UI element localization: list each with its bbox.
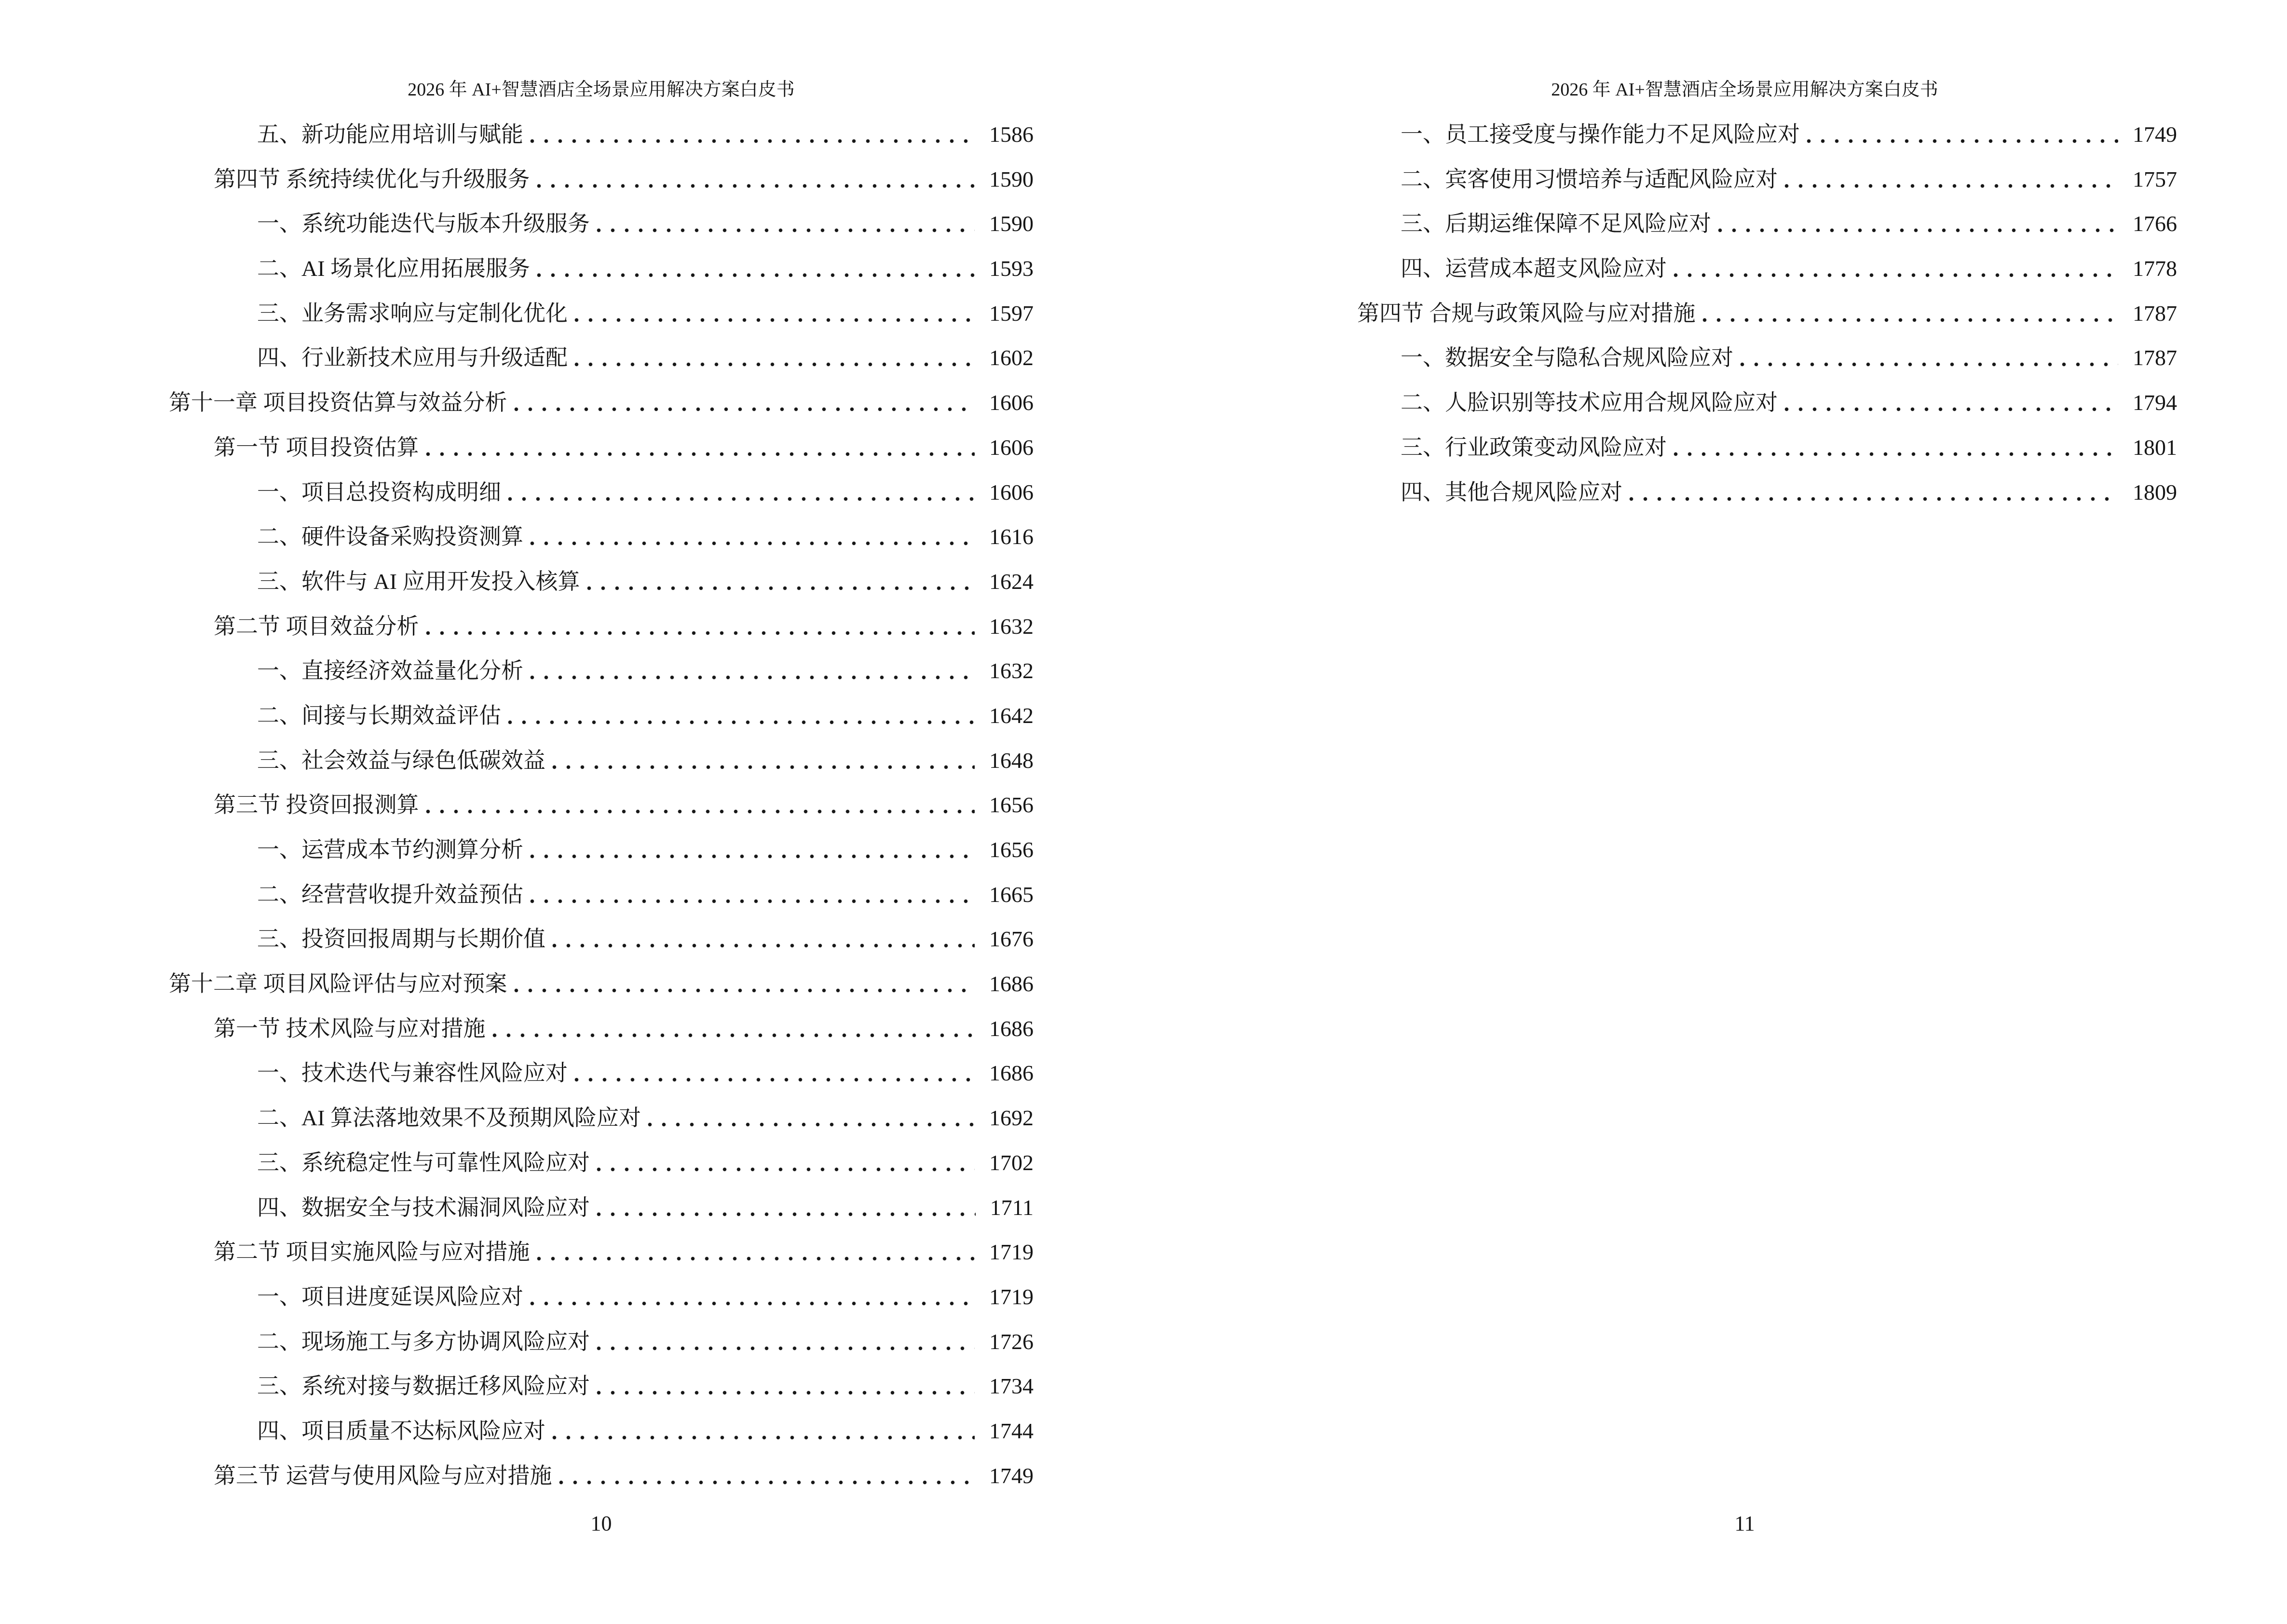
toc-entry-title: 第四节 合规与政策风险与应对措施 bbox=[1357, 300, 1696, 326]
toc-entry-title: 四、项目质量不达标风险应对 bbox=[257, 1418, 545, 1443]
toc-entry-title: 三、行业政策变动风险应对 bbox=[1401, 435, 1667, 460]
toc-dot-leader bbox=[508, 694, 975, 738]
toc-entry-title: 二、硬件设备采购投资测算 bbox=[257, 524, 523, 549]
toc-entry bbox=[169, 1275, 1034, 1320]
toc-entry bbox=[169, 157, 1034, 202]
toc-page-number: 1586 bbox=[989, 122, 1034, 147]
toc-entry bbox=[1312, 336, 2177, 381]
toc-entry-title: 三、系统对接与数据迁移风险应对 bbox=[257, 1374, 590, 1399]
toc-entry-title: 三、业务需求响应与定制化优化 bbox=[257, 300, 568, 326]
toc-page-number: 1656 bbox=[989, 792, 1034, 818]
toc-dot-leader bbox=[1807, 112, 2118, 157]
toc-entry-title: 一、直接经济效益量化分析 bbox=[257, 658, 523, 683]
toc-page-number: 1749 bbox=[989, 1463, 1034, 1488]
toc-entry-title: 四、运营成本超支风险应对 bbox=[1401, 256, 1667, 281]
toc-dot-leader bbox=[492, 1007, 975, 1051]
toc-page-number: 1692 bbox=[989, 1105, 1034, 1131]
toc-dot-leader bbox=[1674, 246, 2118, 291]
toc-entry-title: 三、系统稳定性与可靠性风险应对 bbox=[257, 1150, 590, 1175]
toc-page-number: 1744 bbox=[989, 1418, 1034, 1443]
toc-list bbox=[169, 112, 1034, 1498]
toc-dot-leader bbox=[426, 425, 975, 470]
toc-entry bbox=[169, 1096, 1034, 1141]
toc-dot-leader bbox=[552, 738, 975, 783]
toc-entry-title: 三、后期运维保障不足风险应对 bbox=[1401, 211, 1711, 236]
toc-page-number: 1686 bbox=[989, 1016, 1034, 1041]
toc-entry-title: 二、间接与长期效益评估 bbox=[257, 703, 501, 728]
toc-entry bbox=[169, 873, 1034, 917]
toc-page-number: 1606 bbox=[989, 435, 1034, 460]
page-header bbox=[1312, 68, 2177, 112]
toc-page-number: 1757 bbox=[2133, 166, 2177, 191]
toc-entry bbox=[169, 962, 1034, 1007]
toc-page-number: 1809 bbox=[2133, 479, 2177, 505]
toc-entry bbox=[169, 783, 1034, 828]
toc-page-number: 1801 bbox=[2133, 435, 2177, 460]
toc-entry bbox=[169, 1454, 1034, 1499]
toc-page-number: 1686 bbox=[989, 971, 1034, 996]
toc-entry-title: 三、软件与 AI 应用开发投入核算 bbox=[257, 569, 580, 594]
page-footer bbox=[1312, 1501, 2177, 1546]
page-number: 10 bbox=[590, 1512, 612, 1535]
toc-page-number: 1656 bbox=[989, 837, 1034, 862]
toc-page-number: 1719 bbox=[989, 1240, 1034, 1265]
toc-entry-title: 二、人脸识别等技术应用合规风险应对 bbox=[1401, 390, 1778, 415]
toc-dot-leader bbox=[514, 381, 975, 425]
toc-entry-title: 四、行业新技术应用与升级适配 bbox=[257, 345, 568, 370]
toc-dot-leader bbox=[1702, 291, 2119, 336]
toc-entry-title: 第三节 投资回报测算 bbox=[214, 792, 419, 818]
page-footer bbox=[169, 1501, 1034, 1546]
toc-entry bbox=[169, 1230, 1034, 1275]
toc-entry bbox=[169, 1007, 1034, 1051]
toc-dot-leader bbox=[426, 604, 975, 649]
toc-entry-title: 二、现场施工与多方协调风险应对 bbox=[257, 1329, 590, 1354]
toc-page-number: 1787 bbox=[2133, 300, 2177, 326]
toc-entry bbox=[169, 470, 1034, 515]
toc-entry bbox=[169, 425, 1034, 470]
toc-page-number: 1734 bbox=[989, 1374, 1034, 1399]
toc-dot-leader bbox=[597, 202, 975, 246]
toc-entry bbox=[1312, 381, 2177, 425]
toc-page-number: 1616 bbox=[989, 524, 1034, 549]
toc-entry-title: 四、其他合规风险应对 bbox=[1401, 479, 1622, 505]
toc-dot-leader bbox=[1740, 336, 2118, 381]
toc-dot-leader bbox=[552, 1409, 975, 1454]
toc-dot-leader bbox=[574, 1051, 975, 1096]
toc-dot-leader bbox=[537, 157, 975, 202]
toc-page-right bbox=[1144, 0, 2287, 1624]
toc-dot-leader bbox=[552, 917, 975, 962]
toc-page-number: 1719 bbox=[989, 1284, 1034, 1309]
toc-page-number: 1676 bbox=[989, 927, 1034, 952]
toc-dot-leader bbox=[530, 649, 975, 694]
toc-page-number: 1597 bbox=[989, 300, 1034, 326]
toc-entry-title: 二、AI 场景化应用拓展服务 bbox=[257, 256, 531, 281]
toc-entry bbox=[169, 112, 1034, 157]
toc-page-number: 1686 bbox=[989, 1061, 1034, 1086]
toc-entry bbox=[169, 694, 1034, 738]
toc-entry-title: 第三节 运营与使用风险与应对措施 bbox=[214, 1463, 552, 1488]
toc-page-number: 1711 bbox=[990, 1195, 1034, 1220]
toc-entry bbox=[169, 917, 1034, 962]
page-number: 11 bbox=[1734, 1512, 1755, 1535]
toc-dot-leader bbox=[1718, 202, 2118, 246]
toc-entry bbox=[169, 1320, 1034, 1365]
toc-entry-title: 四、数据安全与技术漏洞风险应对 bbox=[257, 1195, 590, 1220]
toc-entry bbox=[169, 1141, 1034, 1186]
toc-entry bbox=[169, 560, 1034, 604]
toc-entry bbox=[169, 1186, 1034, 1230]
toc-entry-title: 第一节 技术风险与应对措施 bbox=[214, 1016, 486, 1041]
toc-page-number: 1606 bbox=[989, 390, 1034, 415]
toc-dot-leader bbox=[530, 1275, 975, 1320]
toc-dot-leader bbox=[426, 783, 975, 828]
toc-dot-leader bbox=[1784, 381, 2118, 425]
toc-dot-leader bbox=[648, 1096, 975, 1141]
toc-entry bbox=[169, 738, 1034, 783]
toc-entry-title: 一、员工接受度与操作能力不足风险应对 bbox=[1401, 122, 1800, 147]
toc-entry bbox=[169, 246, 1034, 291]
toc-dot-leader bbox=[597, 1186, 976, 1230]
toc-entry bbox=[1312, 246, 2177, 291]
toc-dot-leader bbox=[559, 1454, 975, 1499]
toc-entry-title: 五、新功能应用培训与赋能 bbox=[257, 122, 523, 147]
toc-dot-leader bbox=[530, 515, 975, 560]
toc-page-number: 1602 bbox=[989, 345, 1034, 370]
toc-page-number: 1648 bbox=[989, 748, 1034, 773]
toc-dot-leader bbox=[597, 1320, 975, 1365]
toc-entry bbox=[1312, 202, 2177, 246]
toc-entry bbox=[169, 1051, 1034, 1096]
toc-entry-title: 一、项目进度延误风险应对 bbox=[257, 1284, 523, 1309]
toc-page-number: 1794 bbox=[2133, 390, 2177, 415]
toc-entry-title: 一、项目总投资构成明细 bbox=[257, 479, 501, 505]
toc-page-number: 1642 bbox=[989, 703, 1034, 728]
toc-entry bbox=[169, 828, 1034, 873]
toc-entry-title: 一、数据安全与隐私合规风险应对 bbox=[1401, 345, 1733, 370]
toc-entry bbox=[1312, 470, 2177, 515]
toc-page-number: 1749 bbox=[2133, 122, 2177, 147]
toc-dot-leader bbox=[537, 1230, 975, 1275]
toc-page-number: 1665 bbox=[989, 882, 1034, 907]
toc-list bbox=[1312, 112, 2177, 515]
toc-page-number: 1593 bbox=[989, 256, 1034, 281]
toc-entry bbox=[1312, 425, 2177, 470]
toc-dot-leader bbox=[530, 828, 975, 873]
toc-dot-leader bbox=[514, 962, 975, 1007]
toc-entry bbox=[1312, 291, 2177, 336]
toc-page-number: 1606 bbox=[989, 479, 1034, 505]
toc-page-number: 1632 bbox=[989, 658, 1034, 683]
toc-entry-title: 一、技术迭代与兼容性风险应对 bbox=[257, 1061, 568, 1086]
toc-page-number: 1632 bbox=[989, 614, 1034, 639]
toc-dot-leader bbox=[508, 470, 975, 515]
toc-page-number: 1702 bbox=[989, 1150, 1034, 1175]
toc-entry-title: 一、系统功能迭代与版本升级服务 bbox=[257, 211, 590, 236]
toc-entry-title: 二、经营营收提升效益预估 bbox=[257, 882, 523, 907]
toc-dot-leader bbox=[1784, 157, 2118, 202]
running-header-title: 2026 年 AI+智慧酒店全场景应用解决方案白皮书 bbox=[408, 80, 795, 100]
toc-dot-leader bbox=[530, 112, 975, 157]
toc-page-number: 1787 bbox=[2133, 345, 2177, 370]
toc-dot-leader bbox=[574, 336, 975, 381]
toc-entry-title: 二、宾客使用习惯培养与适配风险应对 bbox=[1401, 166, 1778, 191]
toc-dot-leader bbox=[574, 291, 975, 336]
toc-dot-leader bbox=[597, 1364, 975, 1409]
toc-entry bbox=[169, 202, 1034, 246]
toc-entry-title: 一、运营成本节约测算分析 bbox=[257, 837, 523, 862]
toc-entry bbox=[169, 336, 1034, 381]
toc-dot-leader bbox=[1629, 470, 2118, 515]
toc-entry-title: 第二节 项目实施风险与应对措施 bbox=[214, 1240, 530, 1265]
toc-entry-title: 第二节 项目效益分析 bbox=[214, 614, 419, 639]
toc-entry bbox=[169, 604, 1034, 649]
toc-entry bbox=[1312, 112, 2177, 157]
toc-entry-title: 二、AI 算法落地效果不及预期风险应对 bbox=[257, 1105, 641, 1131]
toc-entry bbox=[169, 1364, 1034, 1409]
page-header bbox=[169, 68, 1034, 112]
toc-page-number: 1726 bbox=[989, 1329, 1034, 1354]
toc-entry-title: 第四节 系统持续优化与升级服务 bbox=[214, 166, 530, 191]
toc-page-number: 1778 bbox=[2133, 256, 2177, 281]
toc-dot-leader bbox=[587, 560, 975, 604]
toc-dot-leader bbox=[530, 873, 975, 917]
toc-entry bbox=[169, 291, 1034, 336]
toc-entry-title: 第十一章 项目投资估算与效益分析 bbox=[169, 390, 507, 415]
running-header-title: 2026 年 AI+智慧酒店全场景应用解决方案白皮书 bbox=[1551, 80, 1938, 100]
toc-entry-title: 三、社会效益与绿色低碳效益 bbox=[257, 748, 545, 773]
toc-page-number: 1590 bbox=[989, 166, 1034, 191]
toc-entry bbox=[169, 649, 1034, 694]
toc-entry-title: 三、投资回报周期与长期价值 bbox=[257, 927, 545, 952]
toc-page-number: 1590 bbox=[989, 211, 1034, 236]
toc-dot-leader bbox=[1674, 425, 2118, 470]
toc-entry-title: 第十二章 项目风险评估与应对预案 bbox=[169, 971, 507, 996]
toc-entry bbox=[169, 1409, 1034, 1454]
toc-entry bbox=[169, 515, 1034, 560]
toc-page-number: 1624 bbox=[989, 569, 1034, 594]
toc-dot-leader bbox=[537, 246, 975, 291]
toc-page-number: 1766 bbox=[2133, 211, 2177, 236]
toc-entry bbox=[1312, 157, 2177, 202]
toc-dot-leader bbox=[597, 1141, 975, 1186]
toc-entry bbox=[169, 381, 1034, 425]
toc-entry-title: 第一节 项目投资估算 bbox=[214, 435, 419, 460]
